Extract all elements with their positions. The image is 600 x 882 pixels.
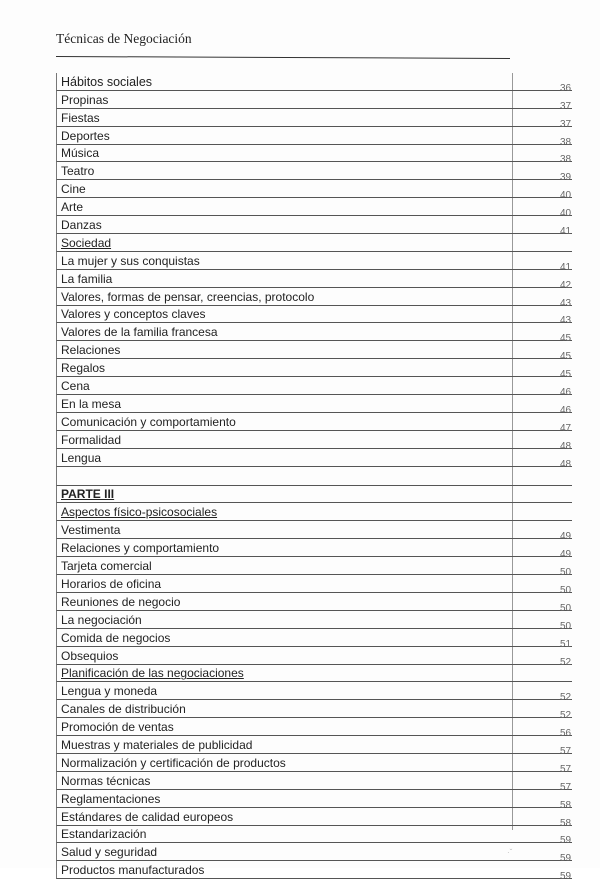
toc-page-number: 56 xyxy=(560,728,572,740)
toc-entry-label: Música xyxy=(61,146,100,161)
toc-page-number: 41 xyxy=(560,226,572,238)
toc-entry-label: Danzas xyxy=(61,218,102,233)
toc-entry-label: Horarios de oficina xyxy=(61,576,162,591)
toc-entry xyxy=(56,359,572,381)
toc-entry xyxy=(56,306,572,327)
toc-entry xyxy=(56,252,572,273)
toc-page-number: 42 xyxy=(560,279,572,291)
toc-entry xyxy=(56,91,572,112)
toc-entry-label: Formalidad xyxy=(61,432,122,447)
toc-entry xyxy=(56,73,572,94)
toc-page-number: 50 xyxy=(560,620,572,632)
toc-entry xyxy=(56,843,572,865)
toc-entry xyxy=(56,629,572,650)
toc-section-heading xyxy=(56,503,572,521)
toc-entry xyxy=(56,736,572,757)
toc-entry xyxy=(56,216,572,238)
toc-page-number: 45 xyxy=(560,333,572,345)
toc-entry xyxy=(56,162,572,184)
toc-page-number: 38 xyxy=(560,154,572,166)
toc-page-number: 57 xyxy=(560,745,572,757)
toc-entry xyxy=(56,826,572,847)
toc-entry-label: Comida de negocios xyxy=(61,630,171,645)
toc-entry-label: Obsequios xyxy=(61,648,119,663)
toc-page-number: 43 xyxy=(560,315,572,327)
toc-entry-label: Promoción de ventas xyxy=(61,720,174,735)
toc-page-number: 45 xyxy=(560,369,572,381)
scan-smudge: ·ˇ xyxy=(507,848,513,857)
toc-entry xyxy=(56,682,572,704)
toc-entry-label: Normalización y certificación de productos xyxy=(61,755,286,770)
toc-entry xyxy=(56,288,572,309)
toc-page-number: 52 xyxy=(560,656,572,668)
toc-entry xyxy=(56,593,572,614)
toc-entry-label: Planificación de las negociaciones xyxy=(61,666,244,681)
toc-entry xyxy=(56,413,572,434)
toc-entry-label: Salud y seguridad xyxy=(61,845,158,860)
toc-page-number: 41 xyxy=(560,261,572,273)
toc-page-number: 47 xyxy=(560,422,572,434)
toc-entry-label: Comunicación y comportamiento xyxy=(61,414,236,429)
toc-page-number: 59 xyxy=(560,871,572,882)
toc-entry xyxy=(56,270,572,291)
toc-entry xyxy=(56,557,572,579)
toc-entry xyxy=(56,395,572,416)
toc-entry xyxy=(56,521,572,543)
toc-page-number: 52 xyxy=(560,710,572,722)
toc-page-number: 48 xyxy=(560,458,572,470)
toc-page-number: 50 xyxy=(560,602,572,614)
toc-page-number: 52 xyxy=(560,692,572,704)
toc-page-number: 45 xyxy=(560,351,572,363)
toc-entry-label: Propinas xyxy=(61,92,109,107)
toc-entry-label: Normas técnicas xyxy=(61,773,151,788)
toc-page-number: 57 xyxy=(560,781,572,793)
toc-entry xyxy=(56,377,572,399)
toc-entry-label: Canales de distribución xyxy=(61,702,186,717)
toc-entry-label: PARTE III xyxy=(61,487,115,502)
toc-entry-label: En la mesa xyxy=(61,396,122,411)
toc-entry xyxy=(56,145,572,166)
toc-entry-label: Reuniones de negocio xyxy=(61,594,181,609)
toc-entry-label: Tarjeta comercial xyxy=(61,559,152,574)
toc-page-number: 40 xyxy=(560,208,572,220)
toc-page-number: 51 xyxy=(560,638,572,650)
toc-page-number: 46 xyxy=(560,387,572,399)
toc-entry-label: Estandarización xyxy=(61,827,147,842)
toc-section-heading xyxy=(56,665,572,683)
toc-entry xyxy=(56,109,572,130)
toc-entry-label: Aspectos físico-psicosociales xyxy=(61,505,218,520)
toc-page-number: 37 xyxy=(560,118,572,130)
toc-page-number: 49 xyxy=(560,531,572,543)
toc-page-number: 50 xyxy=(560,584,572,596)
toc-entry xyxy=(56,449,572,470)
toc-entry-label: La familia xyxy=(61,271,113,286)
toc-entry xyxy=(56,754,572,775)
toc-entry xyxy=(56,539,572,561)
toc-page-number: 59 xyxy=(560,835,572,847)
toc-entry xyxy=(56,718,572,740)
toc-entry xyxy=(56,808,572,829)
toc-entry-label: Valores de la familia francesa xyxy=(61,325,218,340)
toc-entry-label: Valores y conceptos claves xyxy=(61,307,206,322)
toc-page-number: 50 xyxy=(560,567,572,579)
toc-entry-label: Reglamentaciones xyxy=(61,791,161,806)
toc-entry-label: Sociedad xyxy=(61,235,112,250)
toc-page-number: 40 xyxy=(560,190,572,202)
toc-entry xyxy=(56,575,572,596)
toc-entry-label: Hábitos sociales xyxy=(61,74,153,89)
table-of-contents xyxy=(56,73,572,882)
toc-blank-row xyxy=(56,467,572,486)
toc-entry xyxy=(56,323,572,345)
toc-entry xyxy=(56,611,572,632)
toc-page-number: 39 xyxy=(560,172,572,184)
toc-entry xyxy=(56,180,572,202)
toc-entry xyxy=(56,127,572,148)
toc-part-heading xyxy=(56,486,572,504)
toc-entry xyxy=(56,431,572,452)
toc-entry-label: Fiestas xyxy=(61,110,100,125)
toc-entry-label: Valores, formas de pensar, creencias, protocolo xyxy=(61,289,315,304)
toc-entry xyxy=(56,772,572,793)
toc-page-number: 43 xyxy=(560,297,572,309)
toc-section-heading xyxy=(56,234,572,252)
toc-entry-label: Vestimenta xyxy=(61,523,121,538)
toc-entry-label: Arte xyxy=(61,200,84,215)
toc-page-number: 36 xyxy=(560,82,572,94)
toc-entry xyxy=(56,790,572,811)
toc-entry-label: Teatro xyxy=(61,164,95,179)
toc-entry xyxy=(56,700,572,722)
toc-entry-label: La negociación xyxy=(61,612,142,627)
toc-entry-label: Deportes xyxy=(61,128,110,143)
toc-page-number: 49 xyxy=(560,549,572,561)
toc-entry-label: Regalos xyxy=(61,361,106,376)
toc-entry xyxy=(56,647,572,668)
toc-entry-label: Cine xyxy=(61,182,86,197)
toc-page-number: 58 xyxy=(560,817,572,829)
toc-entry xyxy=(56,198,572,220)
toc-page-number: 37 xyxy=(560,100,572,112)
toc-page-number: 46 xyxy=(560,404,572,416)
toc-page-number: 48 xyxy=(560,440,572,452)
toc-entry-label: Cena xyxy=(61,379,90,394)
toc-page-number: 59 xyxy=(560,853,572,865)
toc-page-number: 58 xyxy=(560,799,572,811)
toc-entry-label: La mujer y sus conquistas xyxy=(61,253,200,268)
toc-entry-label: Lengua y moneda xyxy=(61,684,158,699)
toc-entry-label: Muestras y materiales de publicidad xyxy=(61,737,253,752)
toc-entry-label: Relaciones xyxy=(61,343,121,358)
header-rule xyxy=(56,56,510,59)
running-header-title: Técnicas de Negociación xyxy=(56,31,192,46)
toc-entry xyxy=(56,861,572,882)
toc-entry-label: Productos manufacturados xyxy=(61,863,205,878)
toc-entry-label: Relaciones y comportamiento xyxy=(61,541,220,556)
toc-entry-label: Estándares de calidad europeos xyxy=(61,809,234,824)
toc-entry-label: Lengua xyxy=(61,450,102,465)
toc-page-number: 38 xyxy=(560,136,572,148)
toc-entry xyxy=(56,341,572,363)
toc-page-number: 57 xyxy=(560,763,572,775)
